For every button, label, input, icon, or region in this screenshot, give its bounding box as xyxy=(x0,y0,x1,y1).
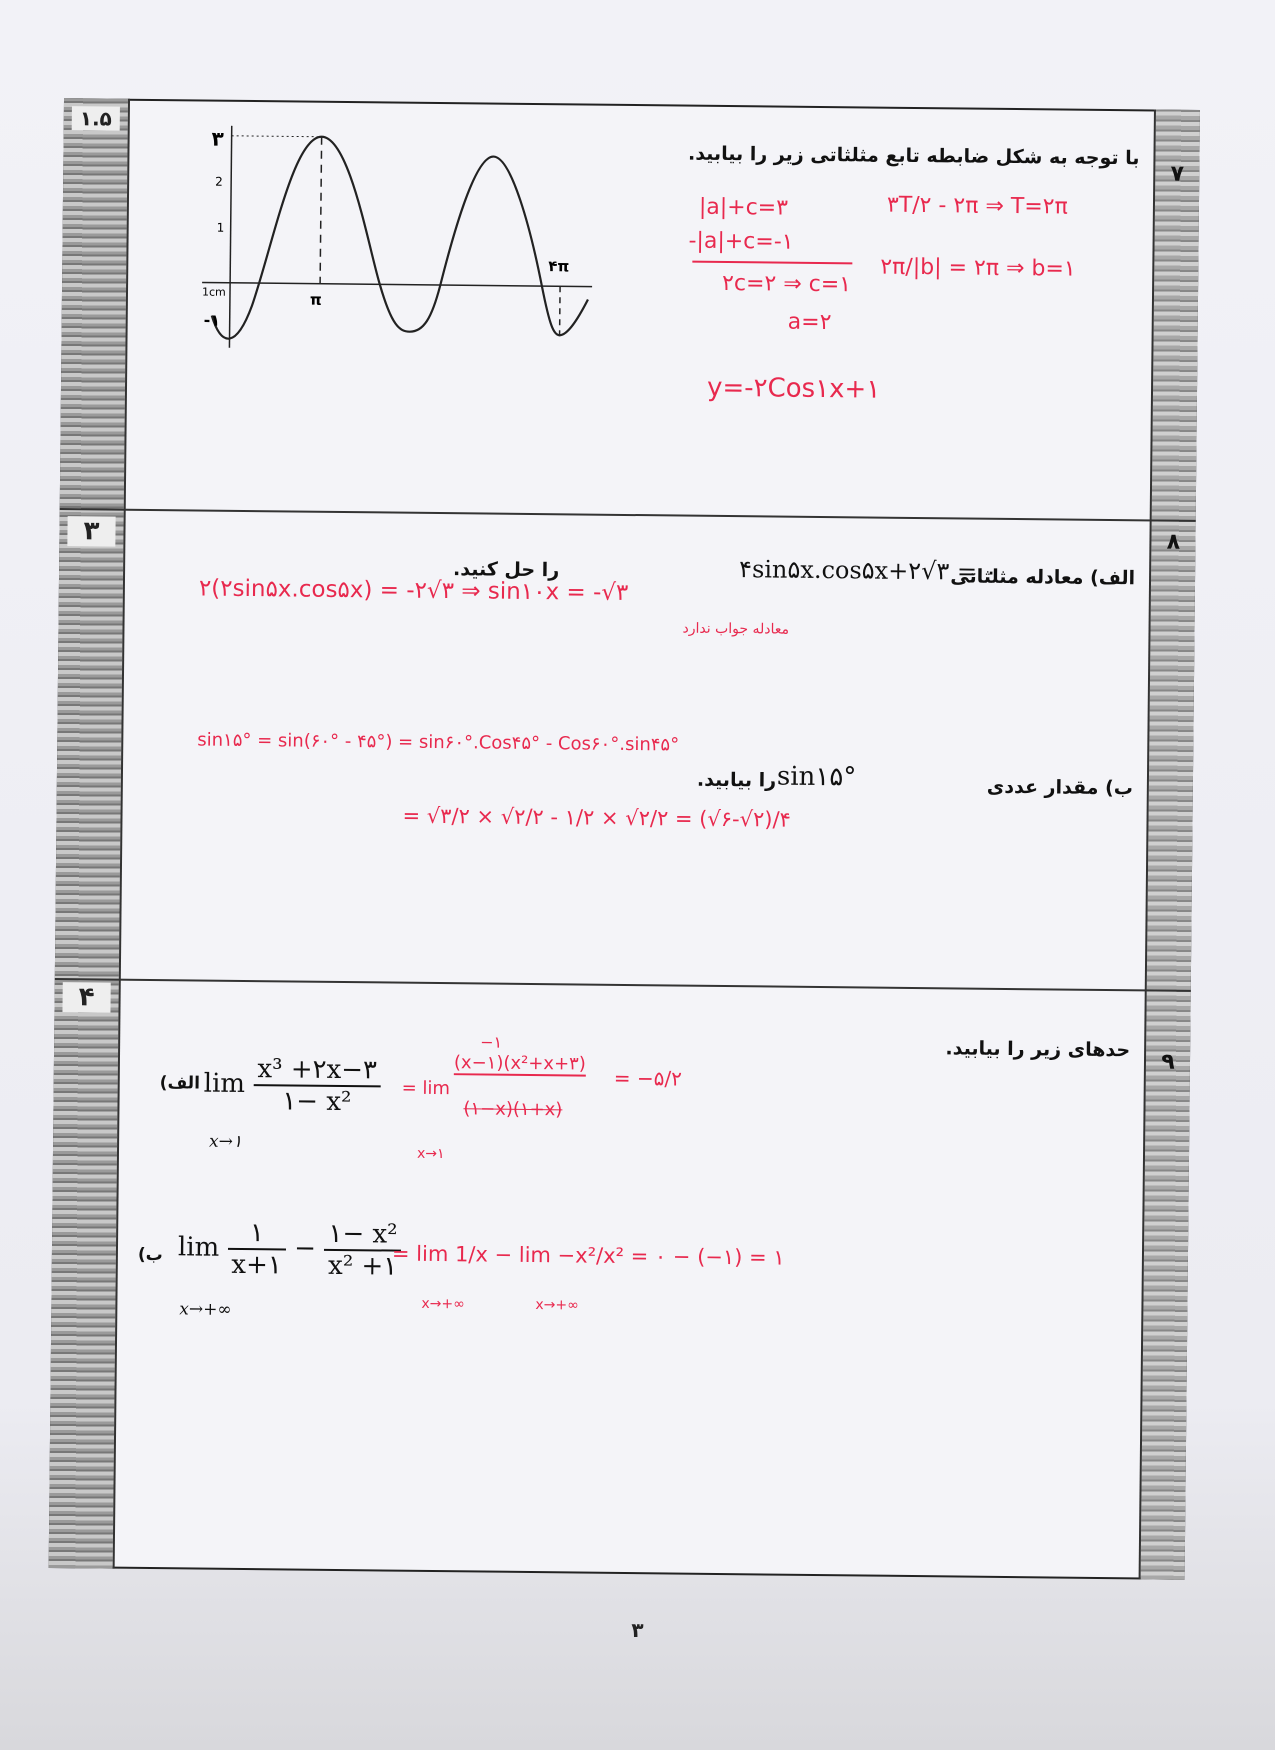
q7-work-eq1: |a|+c=۳ xyxy=(698,194,789,221)
q8-part-b-work2: = √۳/۲ × √۲/۲ - ۱/۲ × √۲/۲ = (√۶-√۲)/۴ xyxy=(402,803,791,832)
score-q7: ۱.۵ xyxy=(72,106,120,131)
q7-work-b: ۲π/|b| = ۲π ⇒ b=۱ xyxy=(880,254,1076,282)
score-q8: ۳ xyxy=(67,516,115,547)
page-number: ۳ xyxy=(631,1618,644,1642)
q9-part-a-sub: x→۱ xyxy=(209,1131,243,1152)
q8-part-a-work: ۲(۲sin۵x.cos۵x) = -۲√۳ ⇒ sin۱۰x = -√۳ xyxy=(198,575,629,606)
q7-work-eq2: -|a|+c=-۱ xyxy=(688,228,794,255)
q9-part-b-label: ب) xyxy=(137,1244,163,1266)
q9-part-b-sub: x→+∞ xyxy=(179,1299,232,1320)
q7-prompt: با توجه به شکل ضابطه تابع مثلثاتی زیر را بیابید. xyxy=(687,142,1140,170)
q7-work-period: ۳T/۲ - ۲π ⇒ T=۲π xyxy=(886,192,1068,220)
q9-part-b-work-sub2: x→+∞ xyxy=(535,1297,579,1314)
y-label-neg1: -۱ xyxy=(203,310,221,330)
question-number-q7: ۷ xyxy=(1170,161,1185,187)
q7-work-eq4: a=۲ xyxy=(787,309,832,336)
q9-part-b-work: = lim 1/x − lim −x²/x² = ۰ − (−۱) = ۱ xyxy=(391,1241,785,1270)
y-label-2: 2 xyxy=(215,174,223,189)
q8-part-b-work1: sin۱۵° = sin(۶۰° - ۴۵°) = sin۶۰°.Cos۴۵° - Cos۶۰°.sin۴۵° xyxy=(197,729,680,756)
q7-answer: y=-۲Cos۱x+۱ xyxy=(706,372,881,405)
q7-cosine-graph xyxy=(191,115,603,359)
lim-operator: lim xyxy=(177,1232,220,1263)
q9-part-b-limit xyxy=(178,1217,402,1281)
numerator: ۱ xyxy=(228,1218,287,1251)
denominator: ۱− x² xyxy=(282,1086,352,1118)
x-label-4pi: ۴π xyxy=(548,257,570,276)
q9-part-b-fraction-2 xyxy=(324,1219,402,1282)
q9-part-a-work-num: (x−۱)(x²+x+۳) xyxy=(453,1052,586,1075)
q9-part-a-cancel: −۱ xyxy=(480,1032,503,1052)
q8-part-b-label: ب) مقدار عددی xyxy=(986,775,1133,800)
q9-prompt: حدهای زیر را بیابید. xyxy=(945,1037,1131,1062)
y-label-1: 1 xyxy=(216,220,225,235)
q9-part-b-work-sub1: x→+∞ xyxy=(421,1295,465,1313)
q8-part-a-suffix: را حل کنید. xyxy=(453,558,560,582)
exam-sheet xyxy=(49,98,1200,1580)
denominator: x² +۱ xyxy=(327,1250,398,1282)
q8-part-b-expr: sin۱۵° xyxy=(776,761,857,793)
q9-part-a-work-sub: x→۱ xyxy=(416,1145,445,1163)
lim-operator: lim xyxy=(203,1068,246,1100)
question-number-q8: ۸ xyxy=(1166,529,1181,555)
q9-part-a-label: الف) xyxy=(159,1073,201,1094)
q9-part-a-limit xyxy=(203,1054,381,1118)
question-number-q9: ۹ xyxy=(1161,1049,1175,1075)
minus-sign: − xyxy=(294,1233,317,1264)
score-q9: ۴ xyxy=(62,982,110,1013)
numerator: ۱− x² xyxy=(324,1219,401,1252)
q8-part-a-equation: ۴sin۵x.cos۵x+۲√۳ = ۰ xyxy=(738,555,998,586)
q9-part-a-result: = −۵/۲ xyxy=(613,1065,683,1091)
unit-label: 1cm xyxy=(201,285,226,299)
q8-part-b-suffix: را بیابید. xyxy=(696,768,777,792)
q8-part-a-label: الف) معادله مثلثاتی xyxy=(950,565,1136,590)
y-label-3: ۳ xyxy=(211,126,224,151)
q9-part-a-work-lim: = lim xyxy=(401,1077,451,1100)
q9-part-a-fraction xyxy=(253,1054,381,1117)
q9-part-b-fraction-1 xyxy=(227,1218,286,1281)
q7-work-eq3: ۲c=۲ ⇒ c=۱ xyxy=(721,270,852,298)
numerator: x³ +۲x−۳ xyxy=(253,1054,381,1087)
denominator: x+۱ xyxy=(231,1249,282,1281)
q9-part-a-work-den: (۱−x)(۱+x) xyxy=(463,1098,563,1121)
q8-part-a-note: معادله جواب ندارد xyxy=(682,620,790,638)
x-label-pi: π xyxy=(309,290,322,309)
